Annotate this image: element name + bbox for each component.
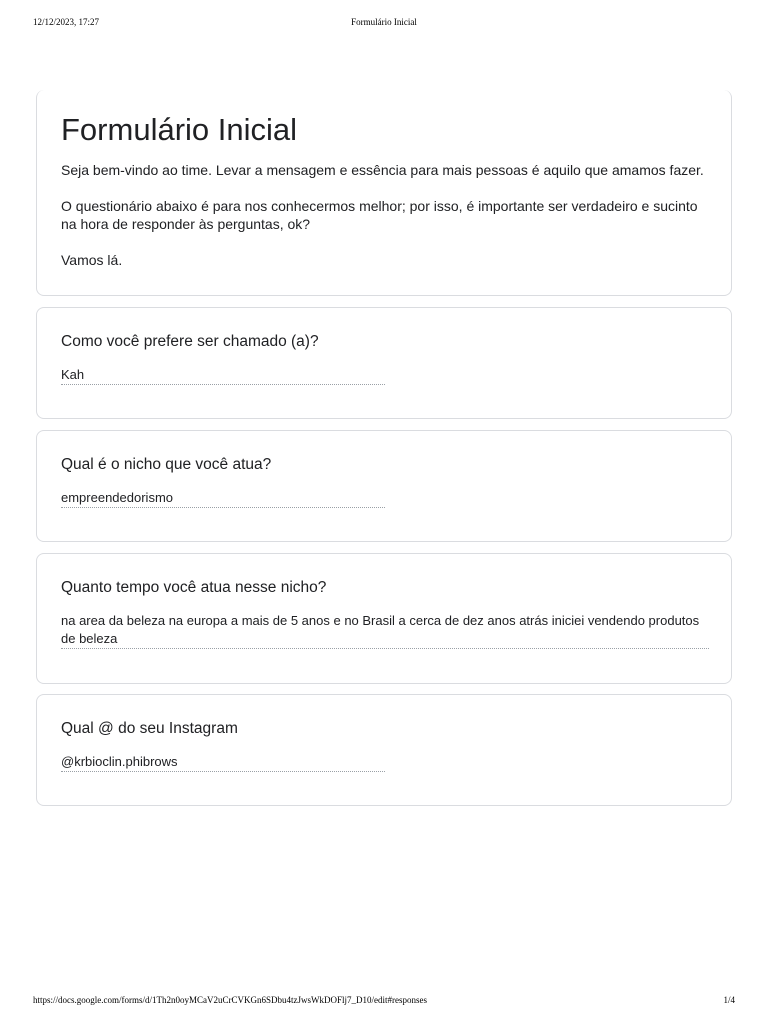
print-footer — [0, 995, 768, 1009]
answer-field: na area da beleza na europa a mais de 5 anos e no Brasil a cerca de dez anos atrás iniciei vendendo produtos de beleza — [61, 612, 709, 649]
question-card-niche — [36, 430, 732, 542]
print-url: https://docs.google.com/forms/d/1Th2n0oyMCaV2uCrCVKGn6SDbu4tzJwsWkDOFlj7_D10/edit#responses — [33, 995, 427, 1005]
form-description-instructions: O questionário abaixo é para nos conhecermos melhor; por isso, é importante ser verdadeiro e sucinto na hora de responder às perguntas, ok? — [61, 198, 698, 232]
print-datetime: 12/12/2023, 17:27 — [33, 17, 100, 27]
form-title: Formulário Inicial — [61, 112, 298, 147]
question-title: Qual é o nicho que você atua? — [61, 456, 272, 473]
question-title: Quanto tempo você atua nesse nicho? — [61, 579, 327, 596]
form-description-closing: Vamos lá. — [61, 252, 123, 268]
question-card-time-in-niche — [36, 553, 732, 684]
question-card-name — [36, 307, 732, 419]
question-card-instagram — [36, 694, 732, 806]
form-header-card — [36, 90, 732, 296]
print-title: Formulário Inicial — [351, 17, 417, 27]
question-title: Qual @ do seu Instagram — [61, 720, 238, 737]
print-page-number: 1/4 — [723, 995, 735, 1005]
question-title: Como você prefere ser chamado (a)? — [61, 333, 319, 350]
print-header — [0, 17, 768, 31]
answer-field: Kah — [61, 366, 385, 385]
form-description-welcome: Seja bem-vindo ao time. Levar a mensagem e essência para mais pessoas é aquilo que amamos fazer. — [61, 162, 704, 178]
answer-field: @krbioclin.phibrows — [61, 753, 385, 772]
answer-field: empreendedorismo — [61, 489, 385, 508]
